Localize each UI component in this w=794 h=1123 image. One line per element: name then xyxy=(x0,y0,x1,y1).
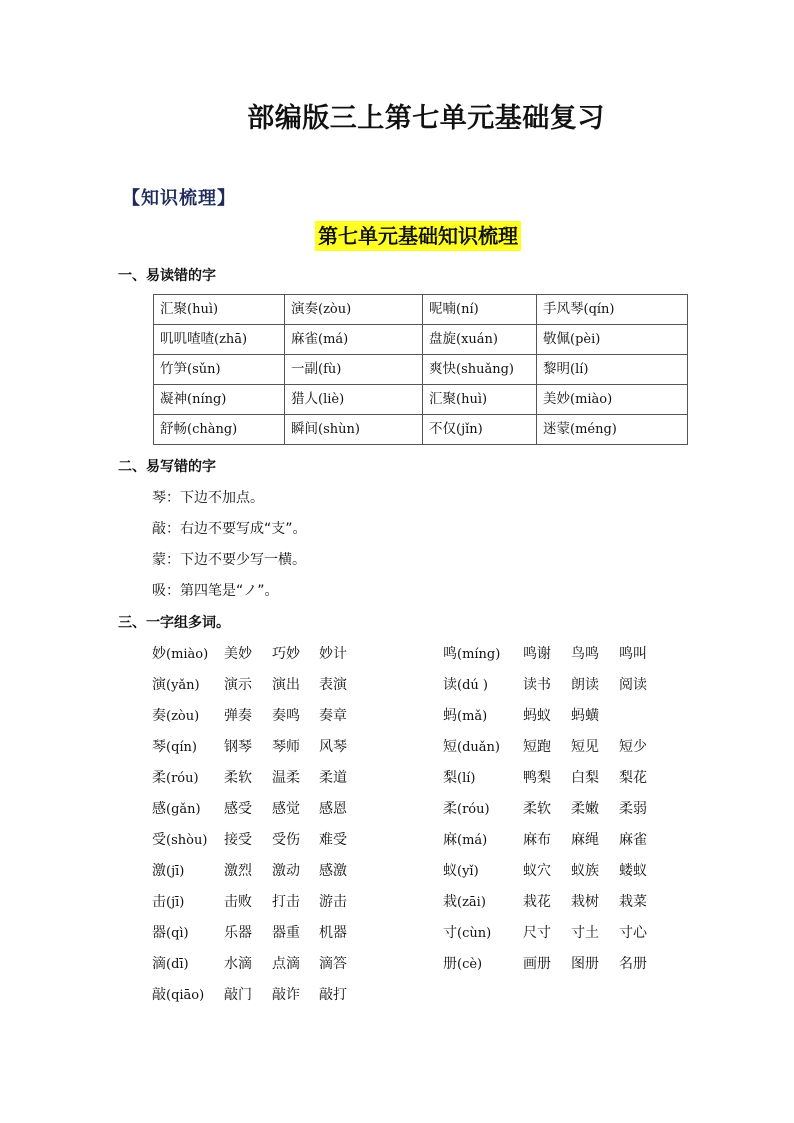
table-cell xyxy=(285,325,423,355)
table-row xyxy=(154,325,688,355)
note-item: 琴：下边不加点。 xyxy=(152,490,264,506)
table-cell xyxy=(285,415,423,445)
table-cell xyxy=(285,295,423,325)
word-group-row xyxy=(152,674,347,694)
compound-word: 奏章 xyxy=(319,708,347,724)
compound-word: 感觉 xyxy=(272,801,300,817)
head-pinyin: (lí) xyxy=(457,771,476,786)
head-char: 受 xyxy=(152,832,166,848)
table-cell xyxy=(154,385,285,415)
compound-word: 敲诈 xyxy=(272,987,300,1003)
compound-word: 感恩 xyxy=(319,801,347,817)
word-group-head xyxy=(443,798,490,818)
cell-word: 瞬间 xyxy=(291,421,318,437)
head-char: 感 xyxy=(152,801,166,817)
compound-word: 栽树 xyxy=(571,894,599,910)
word-group-head xyxy=(152,860,184,880)
note-item: 敲：右边不要写成“支”。 xyxy=(152,521,307,537)
head-char: 寸 xyxy=(443,925,457,941)
word-group-head xyxy=(152,891,184,911)
compound-word: 蚂蟥 xyxy=(571,708,599,724)
head-pinyin: (qín) xyxy=(166,740,197,755)
compound-word: 敲门 xyxy=(224,987,252,1003)
head-pinyin: (jī) xyxy=(166,864,185,879)
word-group-row xyxy=(443,767,647,787)
compound-word: 演示 xyxy=(224,677,252,693)
word-group-head xyxy=(152,736,197,756)
word-group-row xyxy=(443,953,647,973)
word-group-row xyxy=(443,705,599,725)
table-row xyxy=(154,385,688,415)
table-cell xyxy=(537,355,688,385)
table-cell xyxy=(423,415,537,445)
compound-word: 接受 xyxy=(224,832,252,848)
cell-word: 竹笋 xyxy=(160,361,187,377)
cell-word: 呢喃 xyxy=(429,301,456,317)
word-group-row xyxy=(443,891,647,911)
compound-word: 温柔 xyxy=(272,770,300,786)
word-group-row xyxy=(152,922,347,942)
word-group-row xyxy=(152,798,347,818)
word-group-head xyxy=(443,705,487,725)
head-char: 栽 xyxy=(443,894,457,910)
compound-word: 滴答 xyxy=(319,956,347,972)
cell-word: 不仅 xyxy=(429,421,456,437)
compound-word: 点滴 xyxy=(272,956,300,972)
table-cell xyxy=(537,415,688,445)
part2-heading: 二、易写错的字 xyxy=(118,459,216,475)
cell-word: 黎明 xyxy=(543,361,570,377)
word-group-head xyxy=(443,953,482,973)
word-group-row xyxy=(443,643,647,663)
head-pinyin: (róu) xyxy=(166,771,199,786)
compound-word: 感受 xyxy=(224,801,252,817)
cell-word: 凝神 xyxy=(160,391,187,407)
compound-word: 麻雀 xyxy=(619,832,647,848)
compound-word: 短见 xyxy=(571,739,599,755)
cell-pinyin: (zòu) xyxy=(318,302,352,317)
compound-word: 柔软 xyxy=(224,770,252,786)
compound-word: 难受 xyxy=(319,832,347,848)
part1-heading: 一、易读错的字 xyxy=(118,268,216,284)
head-char: 鸣 xyxy=(443,646,457,662)
compound-word: 麻布 xyxy=(523,832,551,848)
word-group-head xyxy=(152,767,199,787)
word-group-head xyxy=(443,922,491,942)
table-cell xyxy=(285,355,423,385)
compound-word: 受伤 xyxy=(272,832,300,848)
compound-word: 柔弱 xyxy=(619,801,647,817)
compound-word: 蚁穴 xyxy=(523,863,551,879)
cell-word: 叽叽喳喳 xyxy=(160,331,214,347)
word-group-row xyxy=(443,798,647,818)
word-group-head xyxy=(152,829,207,849)
table-row xyxy=(154,415,688,445)
word-group-head xyxy=(443,643,500,663)
word-group-row xyxy=(152,953,347,973)
cell-word: 手风琴 xyxy=(543,301,584,317)
head-char: 蚂 xyxy=(443,708,457,724)
cell-pinyin: (qín) xyxy=(583,302,615,317)
table-cell xyxy=(423,355,537,385)
compound-word: 水滴 xyxy=(224,956,252,972)
word-group-row xyxy=(443,860,647,880)
compound-word: 机器 xyxy=(319,925,347,941)
compound-word: 寸心 xyxy=(619,925,647,941)
head-pinyin: (cè) xyxy=(457,957,483,972)
head-pinyin: (qiāo) xyxy=(166,988,205,1003)
compound-word: 读书 xyxy=(523,677,551,693)
word-group-row xyxy=(152,891,347,911)
word-group-head xyxy=(443,829,487,849)
head-char: 柔 xyxy=(443,801,457,817)
compound-word: 鸭梨 xyxy=(523,770,551,786)
compound-word: 画册 xyxy=(523,956,551,972)
compound-word: 琴师 xyxy=(272,739,300,755)
compound-word: 蚂蚁 xyxy=(523,708,551,724)
head-char: 蚁 xyxy=(443,863,457,879)
cell-word: 盘旋 xyxy=(429,331,456,347)
cell-pinyin: (níng) xyxy=(187,392,227,407)
compound-word: 弹奏 xyxy=(224,708,252,724)
cell-pinyin: (jǐn) xyxy=(456,422,483,437)
table-cell xyxy=(154,355,285,385)
head-pinyin: (má) xyxy=(457,833,488,848)
word-group-row xyxy=(443,674,647,694)
word-group-head xyxy=(152,953,189,973)
word-group-head xyxy=(152,984,204,1004)
word-group-row xyxy=(443,829,647,849)
head-char: 麻 xyxy=(443,832,457,848)
cell-pinyin: (xuán) xyxy=(456,332,498,347)
table-cell xyxy=(537,385,688,415)
head-pinyin: (dī) xyxy=(166,957,189,972)
compound-word: 栽菜 xyxy=(619,894,647,910)
word-group-row xyxy=(443,736,647,756)
compound-word: 感激 xyxy=(319,863,347,879)
cell-pinyin: (miào) xyxy=(570,392,613,407)
word-group-row xyxy=(152,643,347,663)
head-char: 读 xyxy=(443,677,457,693)
cell-word: 敬佩 xyxy=(543,331,570,347)
head-char: 琴 xyxy=(152,739,166,755)
word-group-head xyxy=(152,705,199,725)
head-pinyin: (dú ) xyxy=(457,678,488,693)
compound-word: 梨花 xyxy=(619,770,647,786)
head-pinyin: (zāi) xyxy=(457,895,486,910)
word-group-row xyxy=(152,860,347,880)
head-pinyin: (míng) xyxy=(457,647,501,662)
head-pinyin: (miào) xyxy=(166,647,209,662)
compound-word: 巧妙 xyxy=(272,646,300,662)
cell-pinyin: (zhā) xyxy=(214,332,248,347)
table-cell xyxy=(154,325,285,355)
cell-word: 麻雀 xyxy=(291,331,318,347)
compound-word: 乐器 xyxy=(224,925,252,941)
cell-pinyin: (fù) xyxy=(318,362,342,377)
easy-misread-table xyxy=(153,294,688,445)
cell-pinyin: (huì) xyxy=(187,302,219,317)
word-group-head xyxy=(443,674,488,694)
head-pinyin: (yǐ) xyxy=(457,864,479,879)
head-char: 梨 xyxy=(443,770,457,786)
cell-word: 汇聚 xyxy=(429,391,456,407)
head-char: 演 xyxy=(152,677,166,693)
table-cell xyxy=(423,385,537,415)
cell-pinyin: (shùn) xyxy=(318,422,360,437)
compound-word: 敲打 xyxy=(319,987,347,1003)
word-group-head xyxy=(443,860,479,880)
compound-word: 麻绳 xyxy=(571,832,599,848)
head-char: 器 xyxy=(152,925,166,941)
compound-word: 蚁族 xyxy=(571,863,599,879)
word-group-row xyxy=(152,829,347,849)
compound-word: 演出 xyxy=(272,677,300,693)
word-group-row xyxy=(152,767,347,787)
compound-word: 打击 xyxy=(272,894,300,910)
word-group-head xyxy=(443,767,475,787)
cell-pinyin: (lí) xyxy=(570,362,589,377)
compound-word: 激动 xyxy=(272,863,300,879)
table-cell xyxy=(423,325,537,355)
head-pinyin: (zòu) xyxy=(166,709,200,724)
head-char: 奏 xyxy=(152,708,166,724)
table-cell xyxy=(285,385,423,415)
head-pinyin: (gǎn) xyxy=(166,802,201,817)
compound-word: 图册 xyxy=(571,956,599,972)
head-char: 短 xyxy=(443,739,457,755)
table-cell xyxy=(537,325,688,355)
compound-word: 短少 xyxy=(619,739,647,755)
cell-pinyin: (liè) xyxy=(318,392,345,407)
compound-word: 器重 xyxy=(272,925,300,941)
table-cell xyxy=(154,295,285,325)
word-group-row xyxy=(152,705,347,725)
compound-word: 游击 xyxy=(319,894,347,910)
cell-pinyin: (huì) xyxy=(456,392,488,407)
compound-word: 风琴 xyxy=(319,739,347,755)
head-char: 妙 xyxy=(152,646,166,662)
compound-word: 表演 xyxy=(319,677,347,693)
note-item: 蒙：下边不要少写一横。 xyxy=(152,552,306,568)
compound-word: 栽花 xyxy=(523,894,551,910)
compound-word: 击败 xyxy=(224,894,252,910)
table-cell xyxy=(154,415,285,445)
cell-pinyin: (pèi) xyxy=(570,332,601,347)
compound-word: 奏鸣 xyxy=(272,708,300,724)
head-pinyin: (qì) xyxy=(166,926,189,941)
compound-word: 妙计 xyxy=(319,646,347,662)
word-group-row xyxy=(443,922,647,942)
head-pinyin: (yǎn) xyxy=(166,678,200,693)
compound-word: 短跑 xyxy=(523,739,551,755)
word-group-head xyxy=(152,798,201,818)
word-group-head xyxy=(443,891,486,911)
compound-word: 蝼蚁 xyxy=(619,863,647,879)
head-pinyin: (jī) xyxy=(166,895,185,910)
compound-word: 柔道 xyxy=(319,770,347,786)
head-char: 滴 xyxy=(152,956,166,972)
part3-heading: 三、一字组多词。 xyxy=(118,615,230,631)
head-char: 柔 xyxy=(152,770,166,786)
compound-word: 尺寸 xyxy=(523,925,551,941)
cell-word: 猎人 xyxy=(291,391,318,407)
compound-word: 柔软 xyxy=(523,801,551,817)
word-group-head xyxy=(152,674,200,694)
compound-word: 白梨 xyxy=(571,770,599,786)
cell-pinyin: (sǔn) xyxy=(187,362,221,377)
head-pinyin: (duǎn) xyxy=(457,740,500,755)
compound-word: 柔嫩 xyxy=(571,801,599,817)
highlight-heading: 第七单元基础知识梳理 xyxy=(315,221,521,251)
table-cell xyxy=(423,295,537,325)
highlight-heading-wrap xyxy=(0,221,794,251)
cell-pinyin: (má) xyxy=(318,332,349,347)
word-group-head xyxy=(152,922,189,942)
word-group-row xyxy=(152,736,347,756)
compound-word: 钢琴 xyxy=(224,739,252,755)
head-char: 激 xyxy=(152,863,166,879)
cell-pinyin: (shuǎng) xyxy=(456,362,515,377)
cell-word: 一副 xyxy=(291,361,318,377)
head-pinyin: (mǎ) xyxy=(457,709,488,724)
head-pinyin: (róu) xyxy=(457,802,490,817)
word-group-row xyxy=(152,984,347,1004)
compound-word: 鸣谢 xyxy=(523,646,551,662)
compound-word: 寸土 xyxy=(571,925,599,941)
compound-word: 朗读 xyxy=(571,677,599,693)
head-pinyin: (cùn) xyxy=(457,926,492,941)
cell-pinyin: (ní) xyxy=(456,302,479,317)
word-group-head xyxy=(152,643,208,663)
table-cell xyxy=(537,295,688,325)
compound-word: 鸣叫 xyxy=(619,646,647,662)
compound-word: 鸟鸣 xyxy=(571,646,599,662)
head-pinyin: (shòu) xyxy=(166,833,208,848)
compound-word: 激烈 xyxy=(224,863,252,879)
head-char: 册 xyxy=(443,956,457,972)
cell-word: 迷蒙 xyxy=(543,421,570,437)
cell-word: 汇聚 xyxy=(160,301,187,317)
document-title: 部编版三上第七单元基础复习 xyxy=(247,103,605,134)
compound-word: 美妙 xyxy=(224,646,252,662)
compound-word: 名册 xyxy=(619,956,647,972)
cell-word: 爽快 xyxy=(429,361,456,377)
cell-pinyin: (méng) xyxy=(570,422,617,437)
cell-word: 演奏 xyxy=(291,301,318,317)
head-char: 敲 xyxy=(152,987,166,1003)
word-group-head xyxy=(443,736,500,756)
head-char: 击 xyxy=(152,894,166,910)
cell-word: 美妙 xyxy=(543,391,570,407)
section-tag: 【知识梳理】 xyxy=(122,188,236,209)
table-row xyxy=(154,355,688,385)
table-row xyxy=(154,295,688,325)
cell-word: 舒畅 xyxy=(160,421,187,437)
note-item: 吸：第四笔是“ノ”。 xyxy=(152,583,279,599)
cell-pinyin: (chàng) xyxy=(187,422,238,437)
compound-word: 阅读 xyxy=(619,677,647,693)
